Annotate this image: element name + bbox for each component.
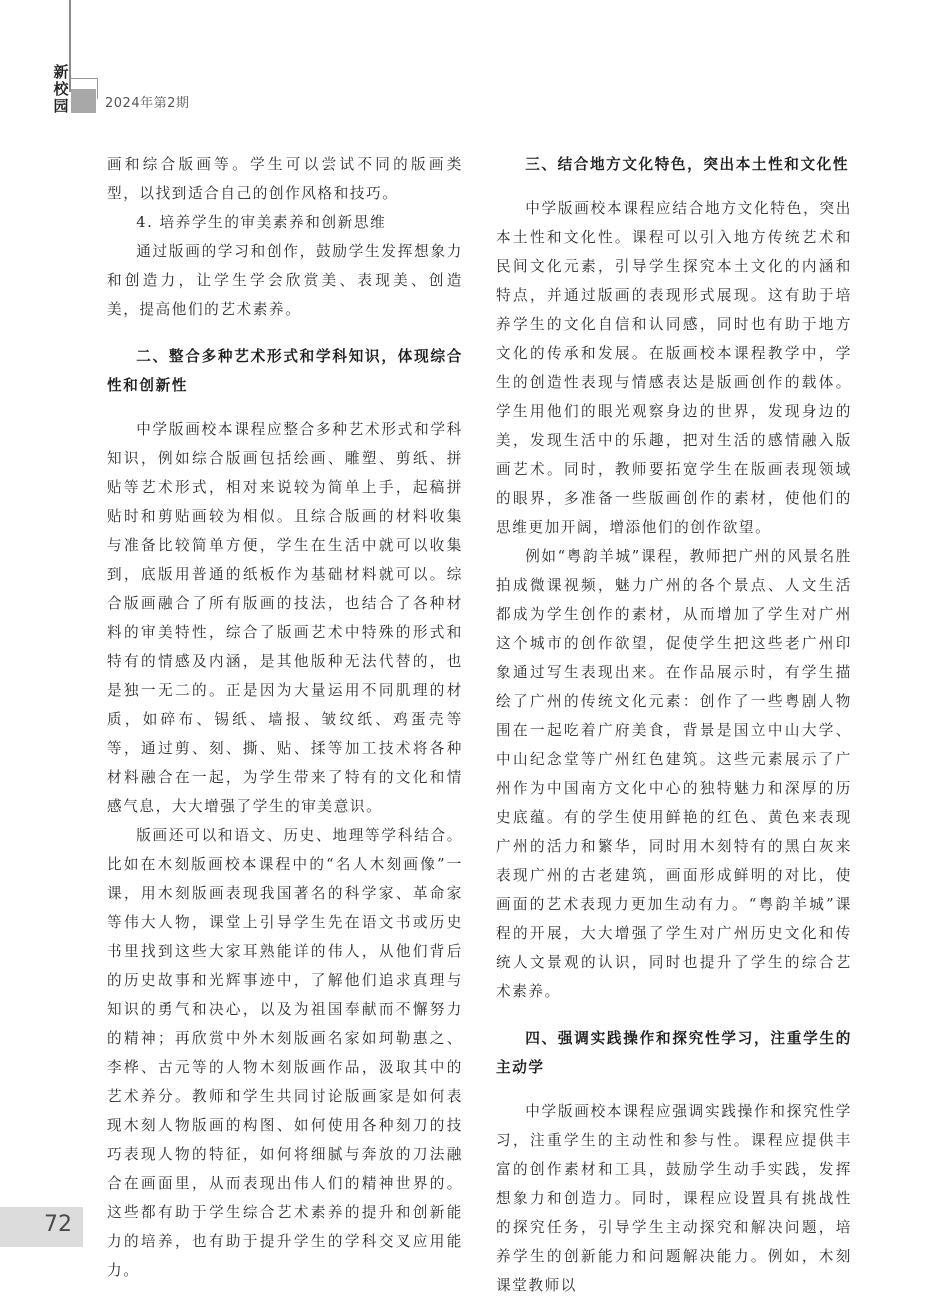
issue-label: 2024年第2期 <box>105 96 190 111</box>
section-heading: 四、强调实践操作和探究性学习，注重学生的主动学 <box>496 1030 852 1076</box>
paragraph: 中学版画校本课程应整合多种艺术形式和学科知识，例如综合版画包括绘画、雕塑、剪纸、拼贴等艺术形式，相对来说较为简单上手，起稿拼贴时和剪贴画较为相似。且综合版画的材料收集与准备比较简单方便，学生在生活中就可以收集到，底版用普通的纸板作为基础材料就可以。综合版画融合了所有版画的技法，也结合了各种材料的审美特性，综合了版画艺术中特殊的形式和特有的情感及内涵，是其他版种无法代替的，也是独一无二的。正是因为大量运用不同肌理的材质，如碎布、锡纸、墙报、皱纹纸、鸡蛋壳等等，通过剪、刻、撕、贴、揉等加工技术将各种材料融合在一起，为学生带来了特有的文化和情感气息，大大增强了学生的审美意识。 <box>107 421 463 815</box>
subheading: 4. 培养学生的审美素养和创新思维 <box>136 214 387 231</box>
masthead-char: 校 <box>53 80 69 98</box>
section-heading: 二、整合多种艺术形式和学科知识，体现综合性和创新性 <box>107 348 463 394</box>
section-heading: 三、结合地方文化特色，突出本土性和文化性 <box>525 156 850 173</box>
paragraph: 通过版画的学习和创作，鼓励学生发挥想象力和创造力，让学生学会欣赏美、表现美、创造美，提高他们的艺术素养。 <box>107 243 463 318</box>
page-number: 72 <box>44 1212 72 1237</box>
masthead-char: 新 <box>53 63 69 81</box>
paragraph: 画和综合版画等。学生可以尝试不同的版画类型，以找到适合自己的创作风格和技巧。 <box>107 156 463 202</box>
left-column <box>107 150 463 1285</box>
header-corner-block <box>71 89 96 113</box>
paragraph: 中学版画校本课程应强调实践操作和探究性学习，注重学生的主动性和参与性。课程应提供丰富的创作素材和工具，鼓励学生动手实践，发挥想象力和创造力。同时，课程应设置具有挑战性的探究任务，引导学生主动探究和解决问题，培养学生的创新能力和问题解决能力。例如，木刻课堂教师以 <box>496 1103 852 1294</box>
paragraph: 例如“粤韵羊城”课程，教师把广州的风景名胜拍成微课视频，魅力广州的各个景点、人文生活都成为学生创作的素材，从而增加了学生对广州这个城市的创作欲望，促使学生把这些老广州印象通过写生表现出来。在作品展示时，有学生描绘了广州的传统文化元素：创作了一些粤剧人物围在一起吃着广府美食，背景是国立中山大学、中山纪念堂等广州红色建筑。这些元素展示了广州作为中国南方文化中心的独特魅力和深厚的历史底蕴。有的学生使用鲜艳的红色、黄色来表现广州的活力和繁华，同时用木刻特有的黑白灰来表现广州的古老建筑，画面形成鲜明的对比，使画面的艺术表现力更加生动有力。“粤韵羊城”课程的开展，大大增强了学生对广州历史文化和传统人文景观的认识，同时也提升了学生的综合艺术素养。 <box>496 548 852 1000</box>
masthead <box>52 64 70 115</box>
paragraph: 版画还可以和语文、历史、地理等学科结合。比如在木刻版画校本课程中的“名人木刻画像”一课，用木刻版画表现我国著名的科学家、革命家等伟大人物，课堂上引导学生先在语文书或历史书里找到这些大家耳熟能详的伟人，从他们背后的历史故事和光辉事迹中，了解他们追求真理与知识的勇气和决心，以及为祖国奉献而不懈努力的精神；再欣赏中外木刻版画名家如珂勒惠之、李桦、古元等的人物木刻版画作品，汲取其中的艺术养分。教师和学生共同讨论版画家是如何表现木刻人物版画的构图、如何使用各种刻刀的技巧表现人物的特征，如何将细腻与奔放的刀法融合在画面里，从而表现出伟人们的精神世界的。这些都有助于学生综合艺术素养的提升和创新能力的培养，也有助于提升学生的学科交叉应用能力。 <box>107 827 463 1279</box>
paragraph: 中学版画校本课程应结合地方文化特色，突出本土性和文化性。课程可以引入地方传统艺术和民间文化元素，引导学生探究本土文化的内涵和特点，并通过版画的表现形式展现。这有助于培养学生的文化自信和认同感，同时也有助于地方文化的传承和发展。在版画校本课程教学中，学生的创造性表现与情感表达是版画创作的载体。学生用他们的眼光观察身边的世界，发现身边的美，发现生活中的乐趣，把对生活的感情融入版画艺术。同时，教师要拓宽学生在版画表现领域的眼界，多准备一些版画创作的素材，使他们的思维更加开阔，增添他们的创作欲望。 <box>496 200 852 536</box>
masthead-char: 园 <box>53 97 69 115</box>
right-column <box>496 150 852 1300</box>
